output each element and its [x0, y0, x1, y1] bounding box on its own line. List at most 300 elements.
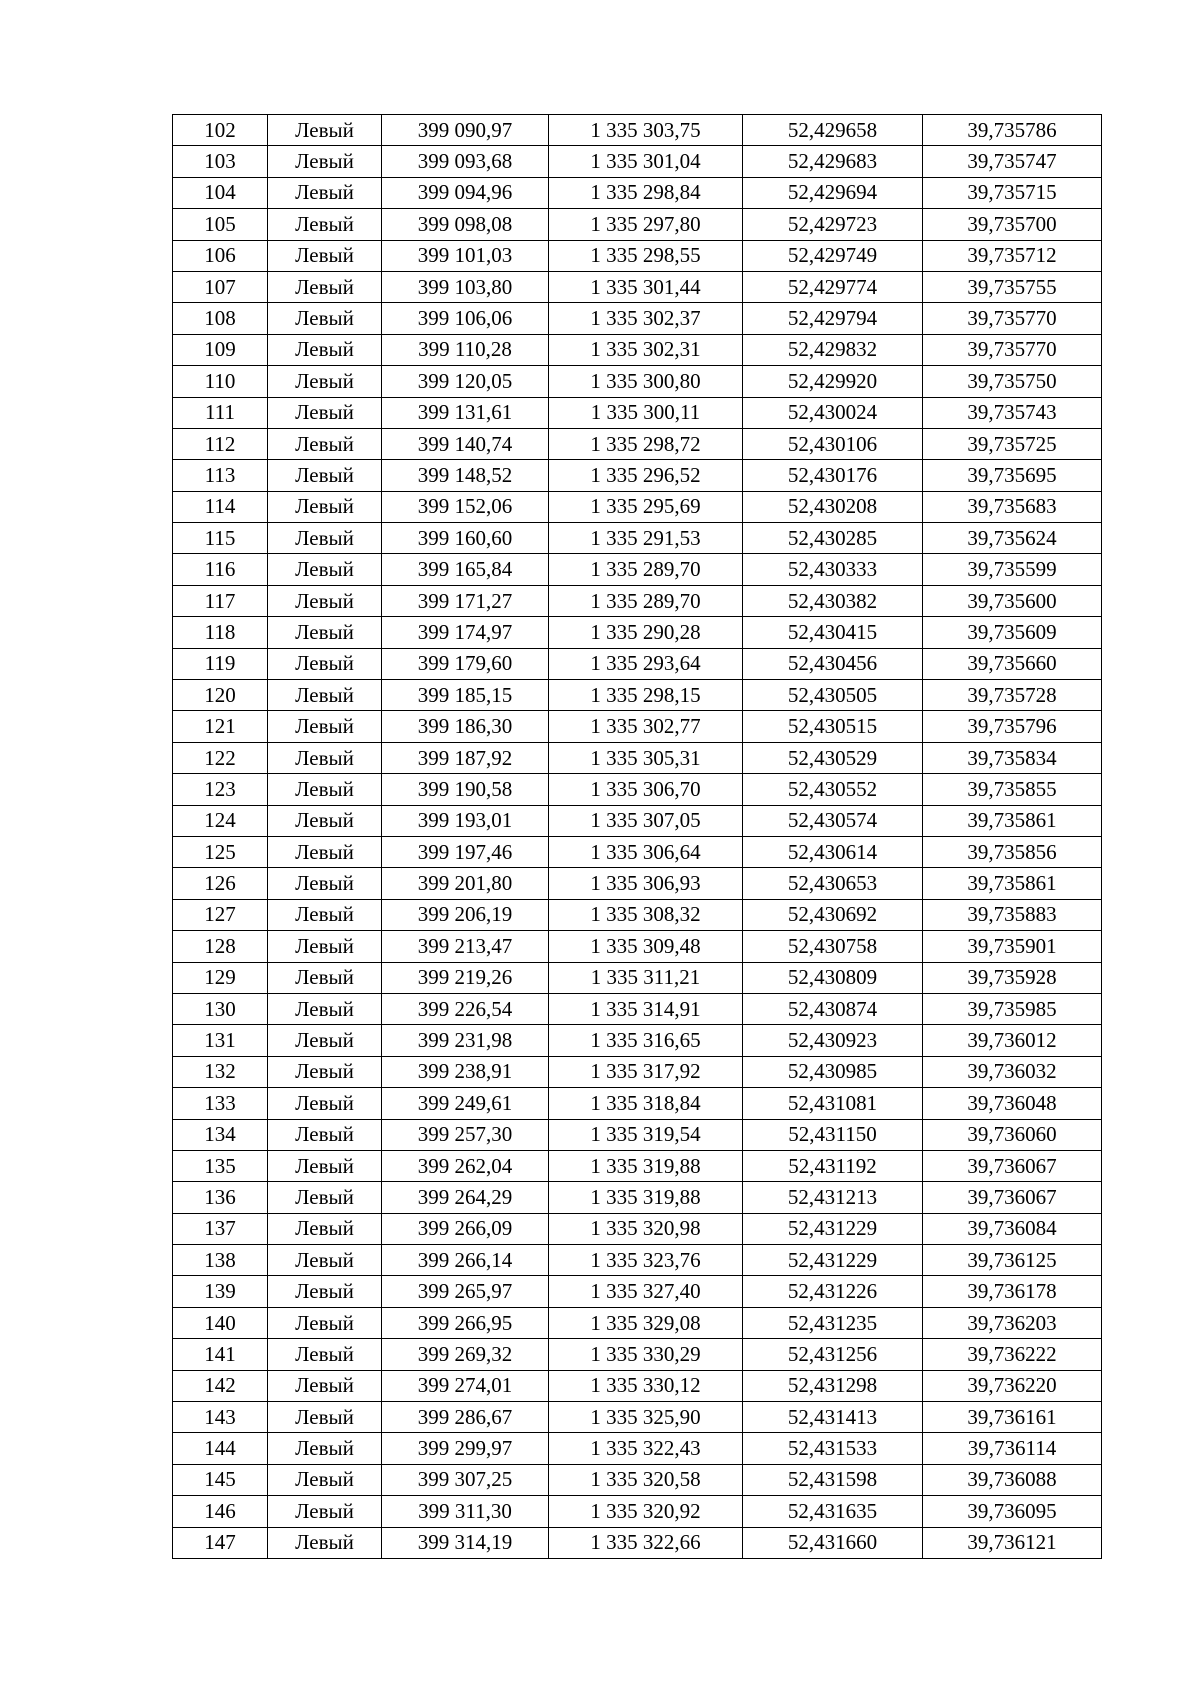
- latitude-cell: 52,430614: [743, 836, 923, 867]
- latitude-cell: 52,431256: [743, 1339, 923, 1370]
- longitude-cell: 39,735985: [923, 993, 1102, 1024]
- x-coordinate-cell: 399 269,32: [382, 1339, 549, 1370]
- y-coordinate-cell: 1 335 302,37: [549, 303, 743, 334]
- point-number-cell: 117: [173, 585, 268, 616]
- y-coordinate-cell: 1 335 314,91: [549, 993, 743, 1024]
- table-row: [173, 460, 1102, 491]
- point-number-cell: 141: [173, 1339, 268, 1370]
- table-row: [173, 1182, 1102, 1213]
- x-coordinate-cell: 399 190,58: [382, 774, 549, 805]
- longitude-cell: 39,735599: [923, 554, 1102, 585]
- longitude-cell: 39,735834: [923, 742, 1102, 773]
- latitude-cell: 52,431598: [743, 1464, 923, 1495]
- x-coordinate-cell: 399 179,60: [382, 648, 549, 679]
- table-row: [173, 397, 1102, 428]
- y-coordinate-cell: 1 335 308,32: [549, 899, 743, 930]
- y-coordinate-cell: 1 335 311,21: [549, 962, 743, 993]
- table-row: [173, 146, 1102, 177]
- y-coordinate-cell: 1 335 297,80: [549, 209, 743, 240]
- y-coordinate-cell: 1 335 300,80: [549, 366, 743, 397]
- y-coordinate-cell: 1 335 306,64: [549, 836, 743, 867]
- side-cell: Левый: [268, 585, 382, 616]
- longitude-cell: 39,735700: [923, 209, 1102, 240]
- y-coordinate-cell: 1 335 323,76: [549, 1245, 743, 1276]
- point-number-cell: 137: [173, 1213, 268, 1244]
- table-row: [173, 1276, 1102, 1307]
- point-number-cell: 124: [173, 805, 268, 836]
- latitude-cell: 52,430285: [743, 523, 923, 554]
- side-cell: Левый: [268, 460, 382, 491]
- longitude-cell: 39,736067: [923, 1182, 1102, 1213]
- side-cell: Левый: [268, 899, 382, 930]
- y-coordinate-cell: 1 335 298,84: [549, 177, 743, 208]
- side-cell: Левый: [268, 617, 382, 648]
- table-row: [173, 334, 1102, 365]
- x-coordinate-cell: 399 098,08: [382, 209, 549, 240]
- latitude-cell: 52,430415: [743, 617, 923, 648]
- latitude-cell: 52,430653: [743, 868, 923, 899]
- point-number-cell: 115: [173, 523, 268, 554]
- x-coordinate-cell: 399 090,97: [382, 115, 549, 146]
- latitude-cell: 52,431213: [743, 1182, 923, 1213]
- coordinates-table-body: [173, 115, 1102, 1559]
- side-cell: Левый: [268, 836, 382, 867]
- y-coordinate-cell: 1 335 320,98: [549, 1213, 743, 1244]
- x-coordinate-cell: 399 101,03: [382, 240, 549, 271]
- side-cell: Левый: [268, 993, 382, 1024]
- x-coordinate-cell: 399 186,30: [382, 711, 549, 742]
- x-coordinate-cell: 399 311,30: [382, 1496, 549, 1527]
- x-coordinate-cell: 399 187,92: [382, 742, 549, 773]
- x-coordinate-cell: 399 206,19: [382, 899, 549, 930]
- side-cell: Левый: [268, 334, 382, 365]
- side-cell: Левый: [268, 711, 382, 742]
- latitude-cell: 52,430923: [743, 1025, 923, 1056]
- point-number-cell: 107: [173, 271, 268, 302]
- table-row: [173, 993, 1102, 1024]
- point-number-cell: 145: [173, 1464, 268, 1495]
- x-coordinate-cell: 399 266,95: [382, 1307, 549, 1338]
- table-row: [173, 742, 1102, 773]
- y-coordinate-cell: 1 335 327,40: [549, 1276, 743, 1307]
- y-coordinate-cell: 1 335 296,52: [549, 460, 743, 491]
- longitude-cell: 39,735770: [923, 334, 1102, 365]
- table-row: [173, 617, 1102, 648]
- side-cell: Левый: [268, 1182, 382, 1213]
- x-coordinate-cell: 399 226,54: [382, 993, 549, 1024]
- x-coordinate-cell: 399 213,47: [382, 931, 549, 962]
- point-number-cell: 119: [173, 648, 268, 679]
- longitude-cell: 39,735683: [923, 491, 1102, 522]
- y-coordinate-cell: 1 335 289,70: [549, 554, 743, 585]
- table-row: [173, 240, 1102, 271]
- y-coordinate-cell: 1 335 306,93: [549, 868, 743, 899]
- x-coordinate-cell: 399 314,19: [382, 1527, 549, 1558]
- longitude-cell: 39,736222: [923, 1339, 1102, 1370]
- table-row: [173, 931, 1102, 962]
- point-number-cell: 103: [173, 146, 268, 177]
- longitude-cell: 39,735770: [923, 303, 1102, 334]
- y-coordinate-cell: 1 335 329,08: [549, 1307, 743, 1338]
- x-coordinate-cell: 399 193,01: [382, 805, 549, 836]
- longitude-cell: 39,735624: [923, 523, 1102, 554]
- table-row: [173, 868, 1102, 899]
- side-cell: Левый: [268, 428, 382, 459]
- table-row: [173, 1119, 1102, 1150]
- y-coordinate-cell: 1 335 306,70: [549, 774, 743, 805]
- table-row: [173, 115, 1102, 146]
- latitude-cell: 52,429749: [743, 240, 923, 271]
- table-row: [173, 1245, 1102, 1276]
- x-coordinate-cell: 399 185,15: [382, 680, 549, 711]
- y-coordinate-cell: 1 335 301,04: [549, 146, 743, 177]
- table-row: [173, 680, 1102, 711]
- point-number-cell: 123: [173, 774, 268, 805]
- latitude-cell: 52,431229: [743, 1213, 923, 1244]
- y-coordinate-cell: 1 335 305,31: [549, 742, 743, 773]
- point-number-cell: 125: [173, 836, 268, 867]
- side-cell: Левый: [268, 1213, 382, 1244]
- longitude-cell: 39,735861: [923, 868, 1102, 899]
- latitude-cell: 52,430692: [743, 899, 923, 930]
- longitude-cell: 39,736067: [923, 1150, 1102, 1181]
- table-row: [173, 1056, 1102, 1087]
- y-coordinate-cell: 1 335 293,64: [549, 648, 743, 679]
- longitude-cell: 39,736084: [923, 1213, 1102, 1244]
- point-number-cell: 140: [173, 1307, 268, 1338]
- side-cell: Левый: [268, 931, 382, 962]
- longitude-cell: 39,735861: [923, 805, 1102, 836]
- x-coordinate-cell: 399 094,96: [382, 177, 549, 208]
- y-coordinate-cell: 1 335 320,92: [549, 1496, 743, 1527]
- longitude-cell: 39,735600: [923, 585, 1102, 616]
- y-coordinate-cell: 1 335 319,88: [549, 1150, 743, 1181]
- table-row: [173, 1527, 1102, 1558]
- x-coordinate-cell: 399 197,46: [382, 836, 549, 867]
- point-number-cell: 114: [173, 491, 268, 522]
- side-cell: Левый: [268, 177, 382, 208]
- y-coordinate-cell: 1 335 325,90: [549, 1402, 743, 1433]
- longitude-cell: 39,735715: [923, 177, 1102, 208]
- side-cell: Левый: [268, 1370, 382, 1401]
- point-number-cell: 129: [173, 962, 268, 993]
- table-row: [173, 899, 1102, 930]
- latitude-cell: 52,431413: [743, 1402, 923, 1433]
- longitude-cell: 39,736203: [923, 1307, 1102, 1338]
- latitude-cell: 52,429658: [743, 115, 923, 146]
- longitude-cell: 39,736032: [923, 1056, 1102, 1087]
- y-coordinate-cell: 1 335 300,11: [549, 397, 743, 428]
- point-number-cell: 112: [173, 428, 268, 459]
- latitude-cell: 52,431081: [743, 1088, 923, 1119]
- side-cell: Левый: [268, 1433, 382, 1464]
- table-row: [173, 271, 1102, 302]
- latitude-cell: 52,431533: [743, 1433, 923, 1464]
- longitude-cell: 39,735609: [923, 617, 1102, 648]
- y-coordinate-cell: 1 335 302,31: [549, 334, 743, 365]
- point-number-cell: 136: [173, 1182, 268, 1213]
- point-number-cell: 130: [173, 993, 268, 1024]
- longitude-cell: 39,736125: [923, 1245, 1102, 1276]
- point-number-cell: 126: [173, 868, 268, 899]
- longitude-cell: 39,735786: [923, 115, 1102, 146]
- point-number-cell: 106: [173, 240, 268, 271]
- latitude-cell: 52,429920: [743, 366, 923, 397]
- point-number-cell: 133: [173, 1088, 268, 1119]
- point-number-cell: 134: [173, 1119, 268, 1150]
- y-coordinate-cell: 1 335 322,43: [549, 1433, 743, 1464]
- x-coordinate-cell: 399 265,97: [382, 1276, 549, 1307]
- longitude-cell: 39,736012: [923, 1025, 1102, 1056]
- x-coordinate-cell: 399 299,97: [382, 1433, 549, 1464]
- table-row: [173, 1370, 1102, 1401]
- y-coordinate-cell: 1 335 322,66: [549, 1527, 743, 1558]
- y-coordinate-cell: 1 335 298,72: [549, 428, 743, 459]
- y-coordinate-cell: 1 335 295,69: [549, 491, 743, 522]
- point-number-cell: 132: [173, 1056, 268, 1087]
- side-cell: Левый: [268, 1307, 382, 1338]
- point-number-cell: 108: [173, 303, 268, 334]
- point-number-cell: 128: [173, 931, 268, 962]
- latitude-cell: 52,431150: [743, 1119, 923, 1150]
- latitude-cell: 52,429832: [743, 334, 923, 365]
- latitude-cell: 52,429683: [743, 146, 923, 177]
- side-cell: Левый: [268, 366, 382, 397]
- latitude-cell: 52,430106: [743, 428, 923, 459]
- longitude-cell: 39,735743: [923, 397, 1102, 428]
- y-coordinate-cell: 1 335 320,58: [549, 1464, 743, 1495]
- y-coordinate-cell: 1 335 298,15: [549, 680, 743, 711]
- x-coordinate-cell: 399 262,04: [382, 1150, 549, 1181]
- table-row: [173, 1088, 1102, 1119]
- table-row: [173, 523, 1102, 554]
- point-number-cell: 116: [173, 554, 268, 585]
- table-row: [173, 585, 1102, 616]
- x-coordinate-cell: 399 152,06: [382, 491, 549, 522]
- side-cell: Левый: [268, 209, 382, 240]
- y-coordinate-cell: 1 335 309,48: [549, 931, 743, 962]
- table-row: [173, 1307, 1102, 1338]
- y-coordinate-cell: 1 335 298,55: [549, 240, 743, 271]
- table-row: [173, 1150, 1102, 1181]
- x-coordinate-cell: 399 120,05: [382, 366, 549, 397]
- table-row: [173, 1025, 1102, 1056]
- latitude-cell: 52,430505: [743, 680, 923, 711]
- side-cell: Левый: [268, 1496, 382, 1527]
- longitude-cell: 39,736060: [923, 1119, 1102, 1150]
- latitude-cell: 52,429694: [743, 177, 923, 208]
- point-number-cell: 120: [173, 680, 268, 711]
- latitude-cell: 52,431226: [743, 1276, 923, 1307]
- x-coordinate-cell: 399 274,01: [382, 1370, 549, 1401]
- longitude-cell: 39,735796: [923, 711, 1102, 742]
- latitude-cell: 52,431298: [743, 1370, 923, 1401]
- x-coordinate-cell: 399 201,80: [382, 868, 549, 899]
- x-coordinate-cell: 399 148,52: [382, 460, 549, 491]
- longitude-cell: 39,736121: [923, 1527, 1102, 1558]
- longitude-cell: 39,735712: [923, 240, 1102, 271]
- longitude-cell: 39,735725: [923, 428, 1102, 459]
- y-coordinate-cell: 1 335 289,70: [549, 585, 743, 616]
- side-cell: Левый: [268, 648, 382, 679]
- x-coordinate-cell: 399 110,28: [382, 334, 549, 365]
- y-coordinate-cell: 1 335 307,05: [549, 805, 743, 836]
- table-row: [173, 209, 1102, 240]
- point-number-cell: 105: [173, 209, 268, 240]
- side-cell: Левый: [268, 805, 382, 836]
- point-number-cell: 143: [173, 1402, 268, 1433]
- table-row: [173, 1213, 1102, 1244]
- longitude-cell: 39,735856: [923, 836, 1102, 867]
- longitude-cell: 39,736095: [923, 1496, 1102, 1527]
- side-cell: Левый: [268, 680, 382, 711]
- latitude-cell: 52,430333: [743, 554, 923, 585]
- table-row: [173, 303, 1102, 334]
- side-cell: Левый: [268, 962, 382, 993]
- latitude-cell: 52,431635: [743, 1496, 923, 1527]
- point-number-cell: 146: [173, 1496, 268, 1527]
- table-row: [173, 962, 1102, 993]
- longitude-cell: 39,735750: [923, 366, 1102, 397]
- latitude-cell: 52,430758: [743, 931, 923, 962]
- x-coordinate-cell: 399 249,61: [382, 1088, 549, 1119]
- x-coordinate-cell: 399 264,29: [382, 1182, 549, 1213]
- point-number-cell: 142: [173, 1370, 268, 1401]
- side-cell: Левый: [268, 1402, 382, 1433]
- point-number-cell: 121: [173, 711, 268, 742]
- latitude-cell: 52,430574: [743, 805, 923, 836]
- point-number-cell: 144: [173, 1433, 268, 1464]
- y-coordinate-cell: 1 335 302,77: [549, 711, 743, 742]
- longitude-cell: 39,735755: [923, 271, 1102, 302]
- x-coordinate-cell: 399 307,25: [382, 1464, 549, 1495]
- x-coordinate-cell: 399 131,61: [382, 397, 549, 428]
- table-row: [173, 554, 1102, 585]
- latitude-cell: 52,430874: [743, 993, 923, 1024]
- latitude-cell: 52,430985: [743, 1056, 923, 1087]
- point-number-cell: 138: [173, 1245, 268, 1276]
- table-row: [173, 177, 1102, 208]
- longitude-cell: 39,736088: [923, 1464, 1102, 1495]
- latitude-cell: 52,429723: [743, 209, 923, 240]
- point-number-cell: 110: [173, 366, 268, 397]
- latitude-cell: 52,429774: [743, 271, 923, 302]
- table-row: [173, 428, 1102, 459]
- x-coordinate-cell: 399 266,14: [382, 1245, 549, 1276]
- side-cell: Левый: [268, 1088, 382, 1119]
- latitude-cell: 52,431192: [743, 1150, 923, 1181]
- x-coordinate-cell: 399 257,30: [382, 1119, 549, 1150]
- side-cell: Левый: [268, 1056, 382, 1087]
- longitude-cell: 39,736161: [923, 1402, 1102, 1433]
- point-number-cell: 104: [173, 177, 268, 208]
- latitude-cell: 52,430809: [743, 962, 923, 993]
- longitude-cell: 39,736178: [923, 1276, 1102, 1307]
- longitude-cell: 39,735901: [923, 931, 1102, 962]
- side-cell: Левый: [268, 303, 382, 334]
- side-cell: Левый: [268, 523, 382, 554]
- latitude-cell: 52,429794: [743, 303, 923, 334]
- side-cell: Левый: [268, 271, 382, 302]
- side-cell: Левый: [268, 491, 382, 522]
- latitude-cell: 52,431235: [743, 1307, 923, 1338]
- x-coordinate-cell: 399 106,06: [382, 303, 549, 334]
- y-coordinate-cell: 1 335 303,75: [549, 115, 743, 146]
- x-coordinate-cell: 399 171,27: [382, 585, 549, 616]
- x-coordinate-cell: 399 174,97: [382, 617, 549, 648]
- y-coordinate-cell: 1 335 290,28: [549, 617, 743, 648]
- y-coordinate-cell: 1 335 318,84: [549, 1088, 743, 1119]
- table-row: [173, 805, 1102, 836]
- table-row: [173, 774, 1102, 805]
- longitude-cell: 39,735855: [923, 774, 1102, 805]
- x-coordinate-cell: 399 286,67: [382, 1402, 549, 1433]
- latitude-cell: 52,430552: [743, 774, 923, 805]
- x-coordinate-cell: 399 219,26: [382, 962, 549, 993]
- table-row: [173, 1496, 1102, 1527]
- side-cell: Левый: [268, 1119, 382, 1150]
- table-row: [173, 366, 1102, 397]
- longitude-cell: 39,736114: [923, 1433, 1102, 1464]
- y-coordinate-cell: 1 335 291,53: [549, 523, 743, 554]
- latitude-cell: 52,430176: [743, 460, 923, 491]
- longitude-cell: 39,735747: [923, 146, 1102, 177]
- side-cell: Левый: [268, 1025, 382, 1056]
- y-coordinate-cell: 1 335 319,88: [549, 1182, 743, 1213]
- x-coordinate-cell: 399 165,84: [382, 554, 549, 585]
- y-coordinate-cell: 1 335 317,92: [549, 1056, 743, 1087]
- x-coordinate-cell: 399 238,91: [382, 1056, 549, 1087]
- table-row: [173, 648, 1102, 679]
- latitude-cell: 52,431229: [743, 1245, 923, 1276]
- y-coordinate-cell: 1 335 319,54: [549, 1119, 743, 1150]
- table-row: [173, 1464, 1102, 1495]
- longitude-cell: 39,735928: [923, 962, 1102, 993]
- x-coordinate-cell: 399 160,60: [382, 523, 549, 554]
- longitude-cell: 39,735728: [923, 680, 1102, 711]
- latitude-cell: 52,430024: [743, 397, 923, 428]
- x-coordinate-cell: 399 103,80: [382, 271, 549, 302]
- side-cell: Левый: [268, 397, 382, 428]
- side-cell: Левый: [268, 240, 382, 271]
- x-coordinate-cell: 399 266,09: [382, 1213, 549, 1244]
- point-number-cell: 139: [173, 1276, 268, 1307]
- table-row: [173, 491, 1102, 522]
- y-coordinate-cell: 1 335 316,65: [549, 1025, 743, 1056]
- table-row: [173, 1339, 1102, 1370]
- longitude-cell: 39,735660: [923, 648, 1102, 679]
- latitude-cell: 52,430456: [743, 648, 923, 679]
- point-number-cell: 131: [173, 1025, 268, 1056]
- point-number-cell: 147: [173, 1527, 268, 1558]
- side-cell: Левый: [268, 1150, 382, 1181]
- x-coordinate-cell: 399 231,98: [382, 1025, 549, 1056]
- latitude-cell: 52,430382: [743, 585, 923, 616]
- coordinates-table: [172, 114, 1102, 1559]
- latitude-cell: 52,430529: [743, 742, 923, 773]
- side-cell: Левый: [268, 1245, 382, 1276]
- side-cell: Левый: [268, 1527, 382, 1558]
- side-cell: Левый: [268, 742, 382, 773]
- side-cell: Левый: [268, 554, 382, 585]
- longitude-cell: 39,735695: [923, 460, 1102, 491]
- point-number-cell: 109: [173, 334, 268, 365]
- point-number-cell: 113: [173, 460, 268, 491]
- x-coordinate-cell: 399 140,74: [382, 428, 549, 459]
- table-row: [173, 1433, 1102, 1464]
- side-cell: Левый: [268, 1464, 382, 1495]
- point-number-cell: 102: [173, 115, 268, 146]
